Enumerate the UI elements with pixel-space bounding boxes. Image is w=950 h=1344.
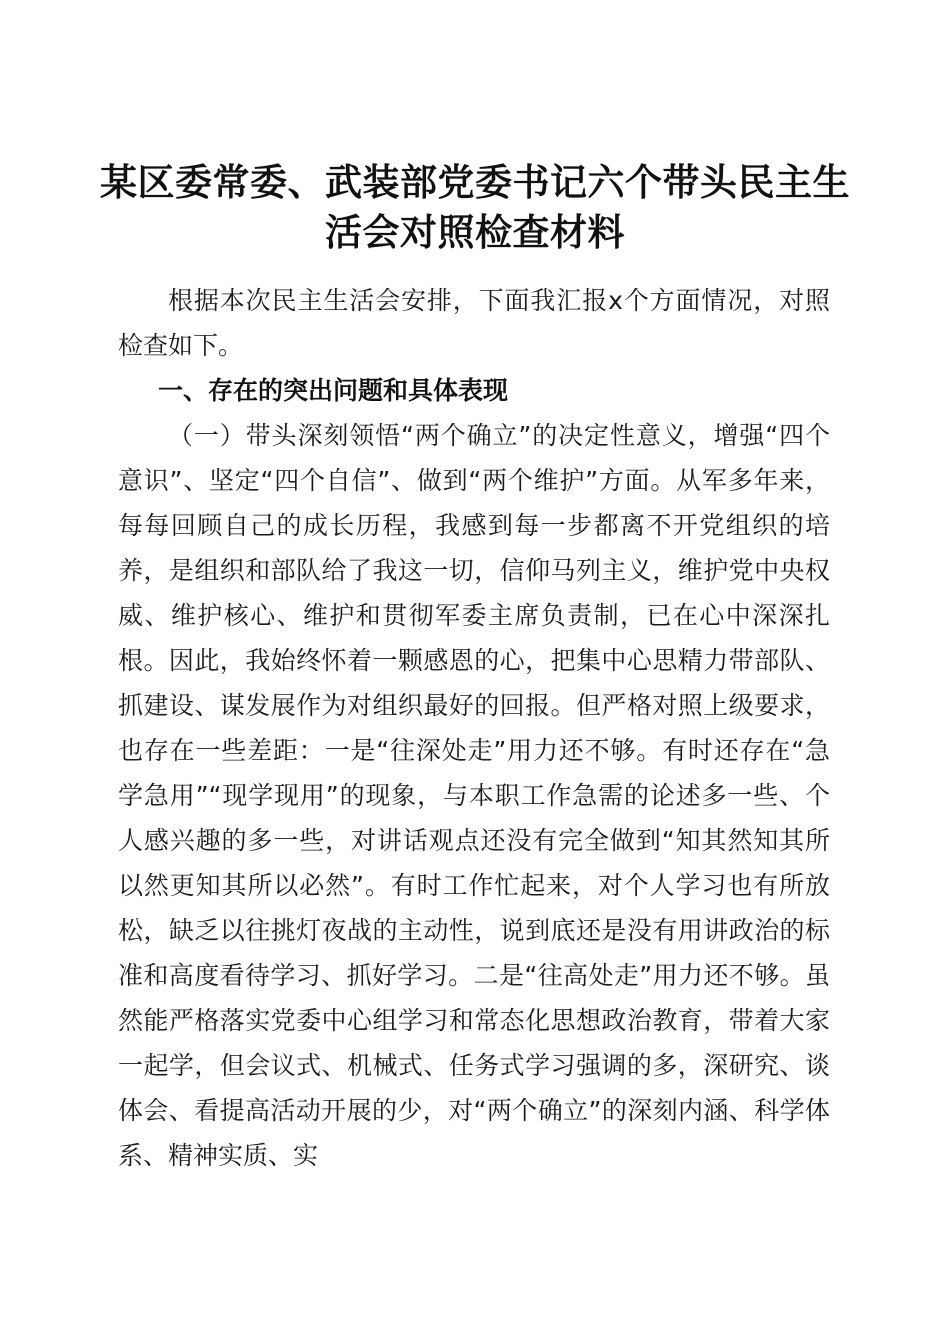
- document-title: [100, 157, 850, 257]
- title-line-2: 活会对照检查材料: [325, 209, 625, 254]
- document-body: [118, 278, 830, 1178]
- title-line-1: 某区委常委、武装部党委书记六个带头民主生: [100, 159, 850, 204]
- body-paragraph: （一）带头深刻领悟“两个确立”的决定性意义，增强“四个意识”、坚定“四个自信”、做到“两个维护”方面。从军多年来，每每回顾自己的成长历程，我感到每一步都离不开党组织的培养，是组织和部队给了我这一切，信仰马列主义，维护党中央权威、维护核心、维护和贯彻军委主席负责制，已在心中深深扎根。因此，我始终怀着一颗感恩的心，把集中心思精力带部队、抓建设、谋发展作为对组织最好的回报。但严格对照上级要求，也存在一些差距：一是“往深处走”用力还不够。有时还存在“急学急用”“现学现用”的现象，与本职工作急需的论述多一些、个人感兴趣的多一些，对讲话观点还没有完全做到“知其然知其所以然更知其所以必然”。有时工作忙起来，对个人学习也有所放松，缺乏以往挑灯夜战的主动性，说到底还是没有用讲政治的标准和高度看待学习、抓好学习。二是“往高处走”用力还不够。虽然能严格落实党委中心组学习和常态化思想政治教育，带着大家一起学，但会议式、机械式、任务式学习强调的多，深研究、谈体会、看提高活动开展的少，对“两个确立”的深刻内涵、科学体系、精神实质、实: [118, 421, 830, 1170]
- section-heading: 一、存在的突出问题和具体表现: [158, 376, 509, 405]
- intro-paragraph: 根据本次民主生活会安排，下面我汇报x个方面情况，对照检查如下。: [118, 286, 830, 360]
